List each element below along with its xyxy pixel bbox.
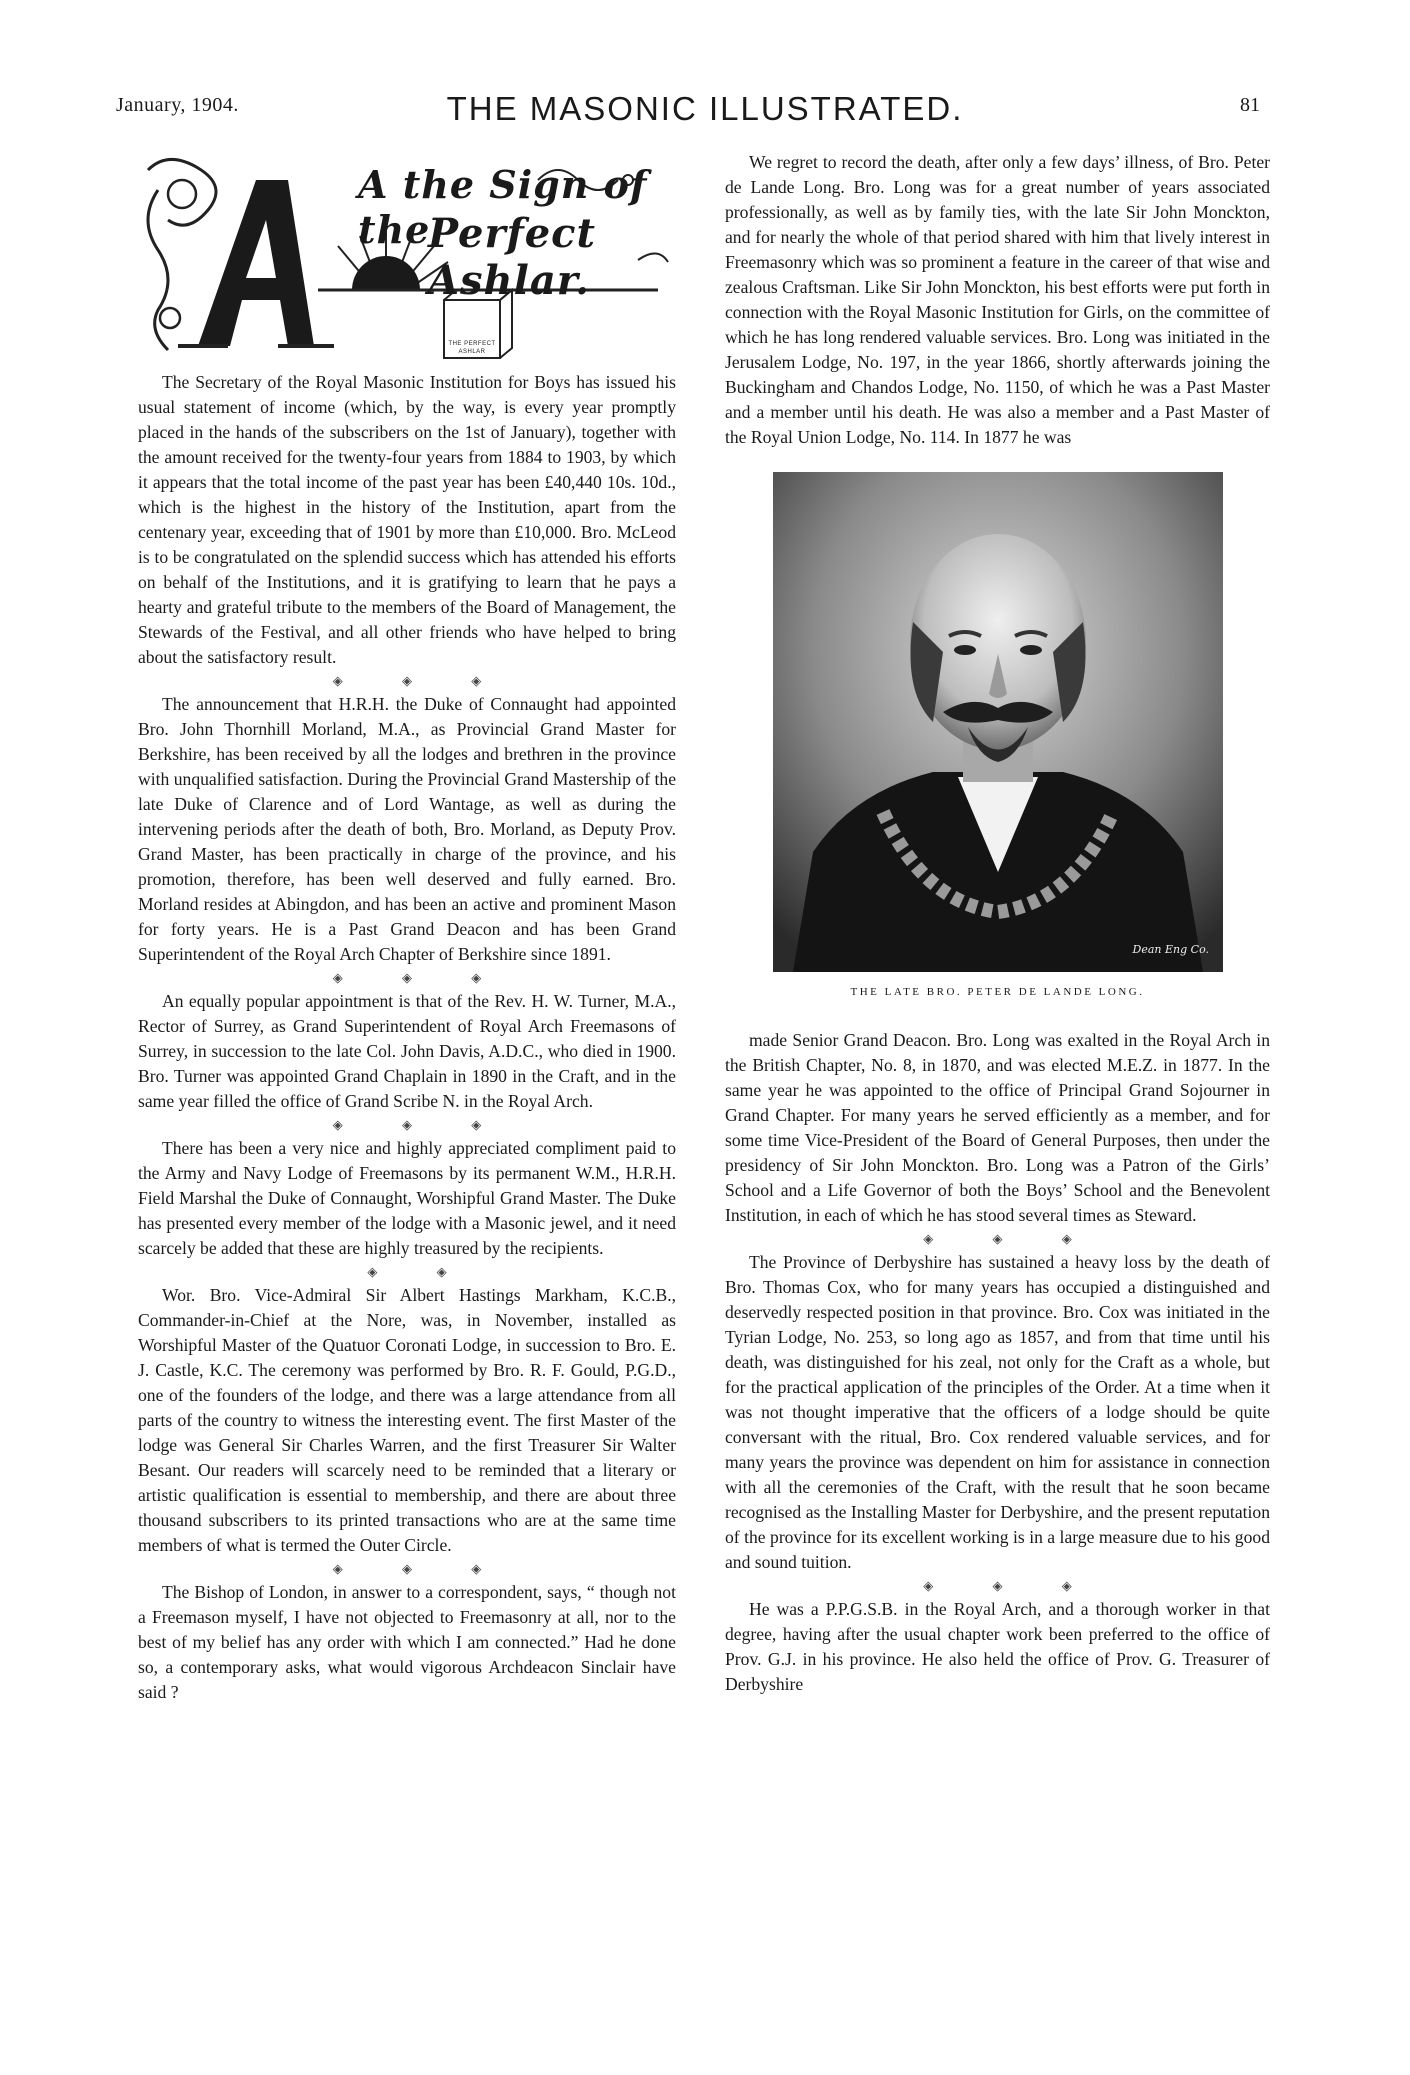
paragraph-long-obituary: We regret to record the death, after only a few days’ illness, of Bro. Peter de Lande Long. Bro. Long was for a great number of years associated professionally, as well as by family ties, with the late Sir John Monckton, and for nearly the whole of that period shared with him that lively interest in Freemasonry which was so prominent a feature in the career of that wise and zealous Craftsman. Like Sir John Monckton, his best efforts were put forth in connection with the Royal Masonic Institution for Girls, on the committee of which he has long rendered valuable services. Bro. Long was initiated in the Jerusalem Lodge, No. 197, in the year 1866, shortly afterwards joining the Buckingham and Chandos Lodge, No. 1150, of which he was a Past Master and a member until his death. He was also a member and a Past Master of the Royal Union Lodge, No. 114. In 1877 he was xyxy=(725,152,1270,447)
section-separator: ◈ ◈ ◈ xyxy=(332,1117,510,1132)
portrait-caption: THE LATE BRO. PETER DE LANDE LONG. xyxy=(850,986,1145,998)
publication-title: THE MASONIC ILLUSTRATED. xyxy=(446,90,964,127)
section-separator: ◈ ◈ ◈ xyxy=(923,1231,1100,1246)
ashlar-label: THE PERFECT ASHLAR xyxy=(448,341,496,355)
page-number: 81 xyxy=(1240,94,1260,116)
issue-date: January, 1904. xyxy=(116,94,239,116)
portrait-photo xyxy=(773,472,1223,972)
paragraph-long-continued: made Senior Grand Deacon. Bro. Long was exalted in the Royal Arch in the British Chapter, No. 8, in 1870, and was elected M.E.Z. in 1877. In the same year he was appointed to the office of Principal Grand Sojourner in Grand Chapter. For many years he served efficiently as a member, and for some time Vice-President of the Board of General Purposes, then under the presidency of Sir John Monckton. Bro. Long was a Patron of the Girls’ School and a Life Governor of both the Boys’ School and the Benevolent Institution, in each of which he has stood several times as Steward. xyxy=(725,1030,1270,1225)
paragraph-morland: The announcement that H.R.H. the Duke of Connaught had appointed Bro. John Thornhill Morland, M.A., as Provincial Grand Master for Berkshire, has been received by all the lodges and brethren in the province with unqualified satisfaction. During the Provincial Grand Mastership of the late Duke of Clarence and of Lord Wantage, as well as during the intervening periods after the death of both, Bro. Morland, as Deputy Prov. Grand Master, has been practically in charge of the province, and his promotion, therefore, has been well deserved and fully earned. Bro. Morland resides at Abingdon, and has been an active and prominent Mason for forty years. He is a Past Grand Deacon and has been Grand Superintendent of the Royal Arch Chapter of Berkshire since 1891. xyxy=(138,694,676,964)
heading-line-one: A the Sign of the xyxy=(358,162,648,252)
paragraph-markham: Wor. Bro. Vice-Admiral Sir Albert Hastings Markham, K.C.B., Commander-in-Chief at the Nore, was, in November, installed as Worshipful Master of the Quatuor Coronati Lodge, in succession to Bro. E. J. Castle, K.C. The ceremony was performed by Bro. R. F. Gould, P.G.D., one of the founders of the lodge, and there was a large attendance from all parts of the country to witness the interesting event. The first Master of the lodge was General Sir Charles Warren, and the first Treasurer Sir Walter Besant. Our readers will scarcely need to be reminded that a literary or artistic qualification is essential to membership, and there are about three thousand subscribers to its printed transactions who are at the same time members of what is termed the Outer Circle. xyxy=(138,1285,676,1555)
paragraph-cox-royal-arch: He was a P.P.G.S.B. in the Royal Arch, and a thorough worker in that degree, having after the usual chapter work been preferred to the office of Prov. G.J. in his province. He also held the office of Prov. G. Treasurer of Derbyshire xyxy=(725,1599,1270,1694)
right-column xyxy=(725,150,1270,1697)
paragraph-bishop-london: The Bishop of London, in answer to a correspondent, says, “ though not a Freemason myself, I have not objected to Freemasonry at all, nor to the best of my belief has any order with which I am connected.” Had he done so, a contemporary asks, what would vigorous Archdeacon Sinclair have said ? xyxy=(138,1582,676,1702)
section-separator: ◈ ◈ xyxy=(367,1264,475,1279)
section-separator: ◈ ◈ ◈ xyxy=(923,1578,1100,1593)
engraver-mark: Dean Eng Co. xyxy=(1132,943,1209,956)
paragraph-army-navy-lodge: There has been a very nice and highly appreciated compliment paid to the Army and Navy Lodge of Freemasons by its permanent W.M., H.R.H. Field Marshal the Duke of Connaught, Worshipful Grand Master. The Duke has presented every member of the lodge with a Masonic jewel, and it need scarcely be added that these are highly treasured by the recipients. xyxy=(138,1138,676,1258)
section-separator: ◈ ◈ ◈ xyxy=(332,1561,510,1576)
heading-line-two: Perfect Ashlar. xyxy=(428,210,597,304)
paragraph-turner: An equally popular appointment is that of the Rev. H. W. Turner, M.A., Rector of Surrey, as Grand Superintendent of Royal Arch Freemasons of Surrey, in succession to the late Col. John Davis, A.D.C., who died in 1900. Bro. Turner was appointed Grand Chaplain in 1890 in the Craft, and in the same year filled the office of Grand Scribe N. in the Royal Arch. xyxy=(138,991,676,1111)
section-separator: ◈ ◈ ◈ xyxy=(332,970,510,985)
running-head xyxy=(0,90,1410,134)
section-separator: ◈ ◈ ◈ xyxy=(332,673,510,688)
portrait-image-icon xyxy=(773,472,1223,972)
paragraph-derbyshire-cox: The Province of Derbyshire has sustained a heavy loss by the death of Bro. Thomas Cox, who for many years has occupied a distinguished and deservedly respected position in that province. Bro. Cox was initiated in the Tyrian Lodge, No. 253, so long ago as 1857, and from that time until his death, was distinguished for his zeal, not only for the Craft as a whole, but for the practical application of the principles of the Order. At a time when it was not thought imperative that the officers of a lodge should be quite conversant with the ritual, Bro. Cox rendered valuable services, and for many years the province was dependent on him for assistance in connection with all the ceremonies of the Craft, with the result that he soon became recognised as the Installing Master for Derbyshire, and the present reputation of the province for its excellent working is in a large measure due to his good and sound tuition. xyxy=(725,1252,1270,1572)
section-heading xyxy=(138,150,676,362)
paragraph-boys-institution: The Secretary of the Royal Masonic Institution for Boys has issued his usual statement of income (which, by the way, is every year promptly placed in the hands of the subscribers on the 1st of January), together with the amount received for the twenty-four years from 1884 to 1903, by which it appears that the total income of the past year has been £40,440 10s. 10d., which is the highest in the history of the Institution, apart from the centenary year, exceeding that of 1901 by more than £10,000. Bro. McLeod is to be congratulated on the splendid success which has attended his efforts on behalf of the Institutions, and it is gratifying to learn that he pays a hearty and grateful tribute to the members of the Board of Management, the Stewards of the Festival, and all other friends who have helped to bring about the satisfactory result. xyxy=(138,372,676,667)
left-column xyxy=(138,150,676,1705)
